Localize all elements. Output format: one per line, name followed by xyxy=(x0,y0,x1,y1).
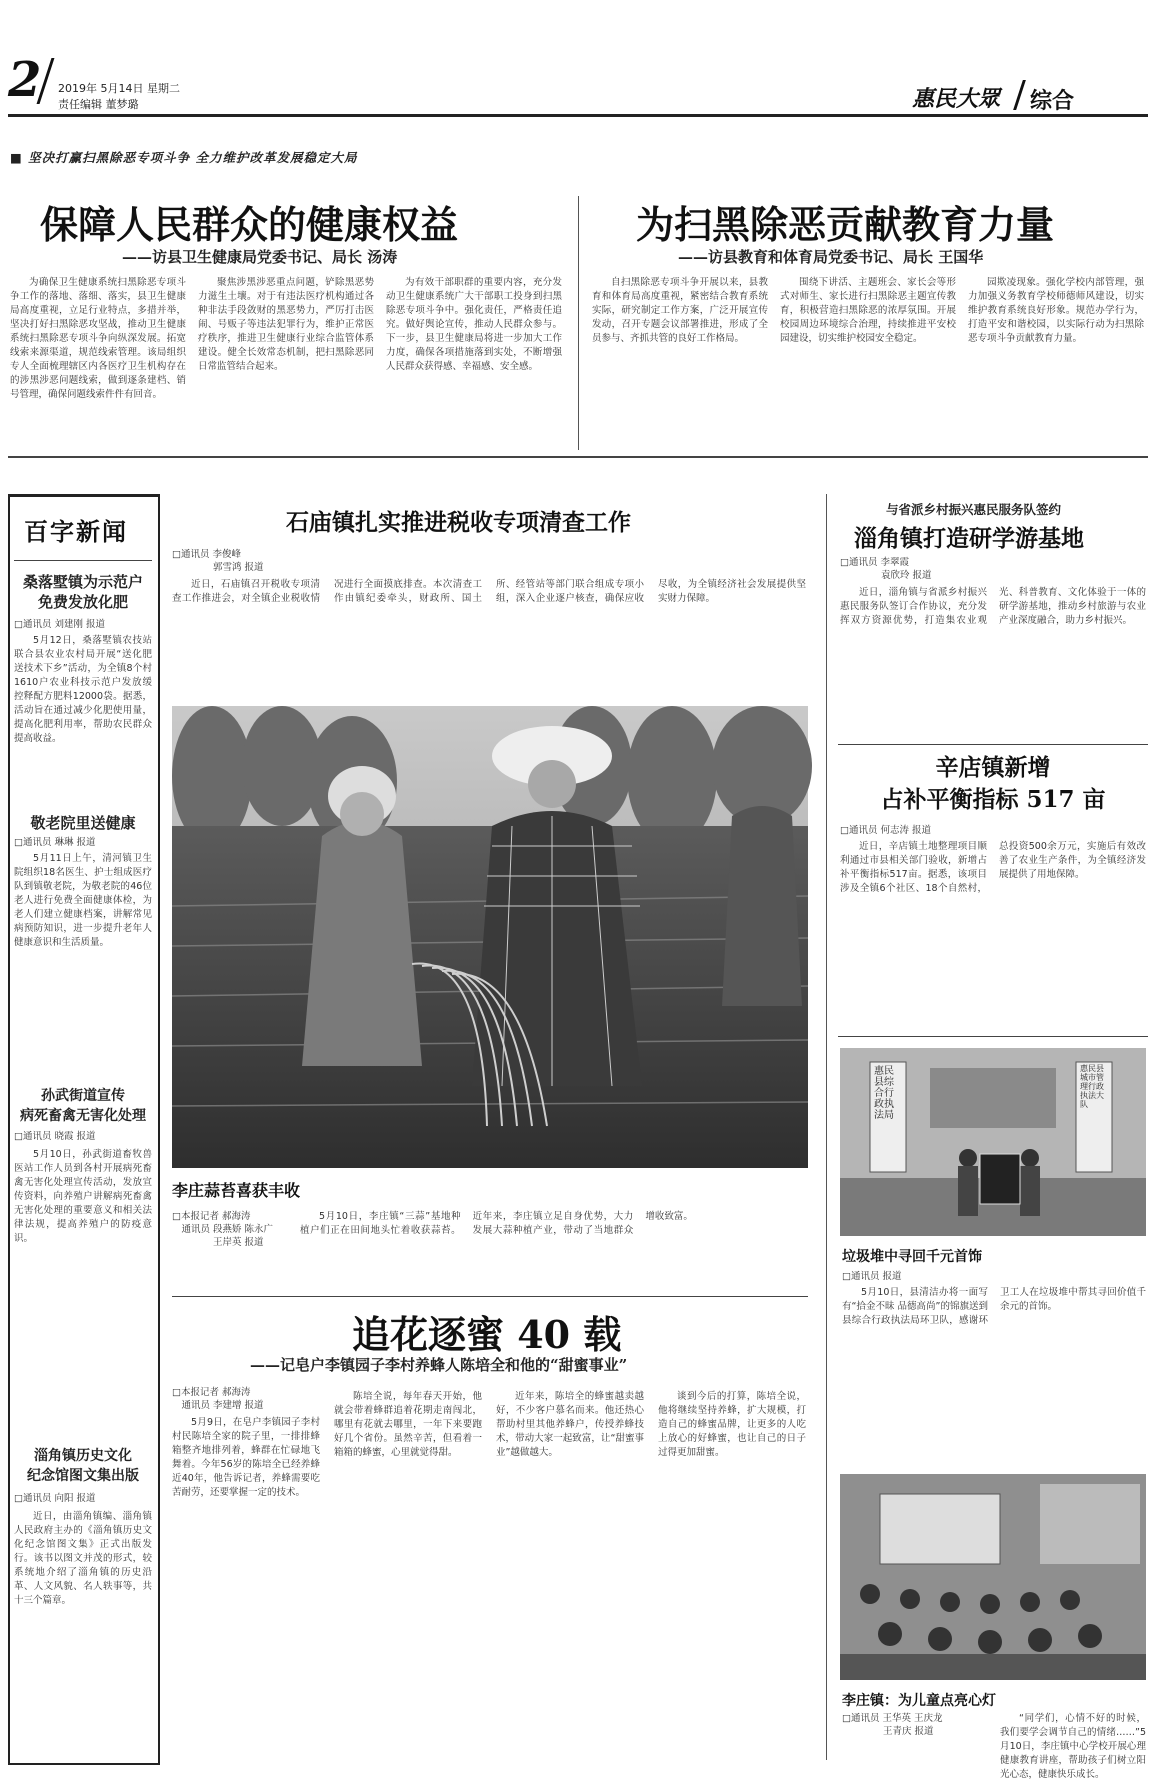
column-divider xyxy=(578,196,579,450)
award-banner-photo xyxy=(840,1048,1146,1236)
photo-caption-text: 5月10日，李庄镇“三蒜”基地种植户们正在田间地头忙着收获蒜苔。近年来，李庄镇立足自身优势，大力发展大蒜种植产业，带动了当地群众增收致富。 xyxy=(300,1211,693,1236)
garlic-harvest-photo xyxy=(172,706,808,1168)
photo-side2-byline: □通讯员 王华英 王庆龙 王青庆 报道 xyxy=(842,1713,943,1737)
sidebar-item-byline: □通讯员 晓霞 报道 xyxy=(14,1131,96,1142)
article6-title: 追花逐蜜 40 载 xyxy=(352,1312,622,1357)
sidebar-brand: 百字新闻 xyxy=(24,517,128,546)
section-rule xyxy=(838,744,1148,745)
sidebar-item-byline: □通讯员 琳琳 报道 xyxy=(14,837,96,848)
article3-title: 石庙镇扎实推进税收专项清查工作 xyxy=(286,509,631,536)
article4-byline: □通讯员 李翠霞 袁欣玲 报道 xyxy=(840,557,932,581)
article1-col2: 聚焦涉黑涉恶重点问题，铲除黑恶势力滋生土壤。对于有违法医疗机构通过各种非法手段敛财的黑恶势力，严厉打击医闹、号贩子等违法犯罪行为，维护正常医疗秩序，推进卫生健康行业综合监管体系建设。健全长效常态机制，把扫黑除恶同日常监管结合起来。 xyxy=(198,277,374,372)
article5-byline: □通讯员 何志涛 报道 xyxy=(840,825,932,836)
photo-side1-text: 5月10日，县清洁办将一面写有“拾金不昧 品德高尚”的锦旗送到县综合行政执法局环卫队，感谢环卫工人在垃圾堆中帮其寻回价值千余元的首饰。 xyxy=(842,1287,1146,1326)
article2-col3: 园欺凌现象。强化学校内部管理，强力加强义务教育学校师德师风建设，切实维护教育系统良好形象。规范办学行为，打造平安和谐校园，以实际行动为扫黑除恶专项斗争贡献教育力量。 xyxy=(968,277,1144,344)
article2-title: 为扫黑除恶贡献教育力量 xyxy=(636,202,1055,247)
classroom-photo xyxy=(840,1474,1146,1680)
section-rule xyxy=(172,1296,808,1297)
article6-col2: 陈培全说，每年春天开始，他就会带着蜂群追着花期走南闯北，哪里有花就去哪里，一年下来要跑好几个省份。虽然辛苦，但看着一箱箱的蜂蜜，心里就觉得甜。 xyxy=(334,1391,482,1458)
article5-title: 辛店镇新增 占补平衡指标 517 亩 xyxy=(880,754,1106,813)
section-rule xyxy=(8,456,1148,458)
editor-line: 责任编辑 董梦璐 xyxy=(58,98,139,111)
garlic-harvest-illustration xyxy=(172,706,808,1168)
classroom-illustration xyxy=(840,1474,1146,1680)
sidebar-item-title: 敬老院里送健康 xyxy=(30,814,136,832)
article1-col3: 为有效干部职群的重要内容，充分发动卫生健康系统广大干部职工投身到扫黑除恶专项斗争中。强化责任，严格责任追究。做好舆论宣传，推动人民群众参与。下一步，县卫生健康局将进一步加大工作力度，确保各项措施落到实处，不断增强人民群众获得感、幸福感、安全感。 xyxy=(386,277,562,372)
photo-side1-title: 垃圾堆中寻回千元首饰 xyxy=(842,1249,982,1265)
article4-kicker: 与省派乡村振兴惠民服务队签约 xyxy=(886,502,1062,517)
article5-body: 近日，辛店镇土地整理项目顺利通过市县相关部门验收，新增占补平衡指标517亩。据悉，该项目涉及全镇6个社区、18个自然村，总投资500余万元，实施后有效改善了农业生产条件，为全镇经济发展提供了用地保障。 xyxy=(840,841,1146,894)
article1-title: 保障人民群众的健康权益 xyxy=(40,202,459,247)
masthead: 惠民大眾 xyxy=(912,86,1001,112)
photo-side1-byline: □通讯员 报道 xyxy=(842,1271,902,1282)
photo-side2-text: “同学们，心情不好的时候，我们要学会调节自己的情绪……”5月10日，李庄镇中心学校开展心理健康教育讲座，帮助孩子们树立阳光心态，健康快乐成长。 xyxy=(1000,1713,1146,1780)
date-line: 2019年 5月14日 星期二 xyxy=(58,82,180,95)
sidebar-item-body: 5月12日，桑落墅镇农技站联合县农业农村局开展“送化肥 送技术下乡”活动，为全镇8个村1610户农业科技示范户发放缓控释配方肥料12000袋。据悉，活动旨在通过减少化肥使用量，提高化肥利用率，帮助农民群众提高收益。 xyxy=(14,635,152,744)
article2-subtitle: ——访县教育和体育局党委书记、局长 王国华 xyxy=(678,248,984,266)
sidebar-item-title: 孙武街道宣传 病死畜禽无害化处理 xyxy=(20,1088,146,1124)
sidebar-item-body: 近日，由淄角镇编、淄角镇人民政府主办的《淄角镇历史文化纪念馆图文集》正式出版发行。该书以图文并茂的形式，较系统地介绍了淄角镇的历史沿革、人文风貌、名人轶事等，共十三个篇章。 xyxy=(14,1511,152,1606)
sidebar-item-title: 桑落墅镇为示范户 免费发放化肥 xyxy=(22,573,143,611)
article6-col3: 近年来，陈培全的蜂蜜越卖越好，不少客户慕名而来。他还热心帮助村里其他养蜂户，传授养蜂技术，带动大家一起致富，让“甜蜜事业”越做越大。 xyxy=(496,1391,644,1458)
article1-col1: 为确保卫生健康系统扫黑除恶专项斗争工作的落地、落细、落实，县卫生健康局高度重视，立足行业特点，多措并举，坚决打好扫黑除恶攻坚战，推动卫生健康系统扫黑除恶专项斗争向纵深发展。拓宽线索来源渠道，规范线索管理。该局组织专人全面梳理辖区内各医疗卫生机构存在的涉黑涉恶问题线索，做到逐条建档、销号管理，确保问题线索件件有回音。 xyxy=(10,277,186,400)
sidebar-item-body: 5月10日，孙武街道畜牧兽医站工作人员到各村开展病死畜禽无害化处理宣传活动，发放宣传资料，向养殖户讲解病死畜禽无害化处理的重要意义和相关法律法规，提高养殖户的防疫意识。 xyxy=(14,1149,152,1244)
article1-subtitle: ——访县卫生健康局党委书记、局长 汤涛 xyxy=(122,248,398,266)
sidebar-item-body: 5月11日上午，清河镇卫生院组织18名医生、护士组成医疗队到镇敬老院，为敬老院的46位老人进行免费全面健康体检，为老人们建立健康档案，讲解常见病预防知识，进一步提升老年人健康意识和生活质量。 xyxy=(14,853,152,948)
article2-col1: 自扫黑除恶专项斗争开展以来，县教育和体育局高度重视，紧密结合教育系统实际，研究制定工作方案，广泛开展宣传发动，召开专题会议部署推进，形成了全员参与、齐抓共管的良好工作格局。 xyxy=(592,277,768,344)
article4-title: 淄角镇打造研学游基地 xyxy=(854,525,1084,552)
sidebar-item-byline: □通讯员 向阳 报道 xyxy=(14,1493,96,1504)
article4-body: 近日，淄角镇与省派乡村振兴惠民服务队签订合作协议，充分发挥双方资源优势，打造集农业观光、科普教育、文化体验于一体的研学游基地，推动乡村旅游与农业产业深度融合，助力乡村振兴。 xyxy=(840,587,1146,626)
campaign-banner: ■ 坚决打赢扫黑除恶专项斗争 全力维护改革发展稳定大局 xyxy=(10,150,358,165)
article6-col4: 谈到今后的打算，陈培全说，他将继续坚持养蜂，扩大规模，打造自己的蜂蜜品牌，让更多的人吃上放心的好蜂蜜，也让自己的日子过得更加甜蜜。 xyxy=(658,1391,806,1458)
header-rule xyxy=(8,114,1148,117)
article6-byline: □本报记者 郝海涛 通讯员 李建增 报道 xyxy=(172,1387,264,1411)
sidebar-brand-rule xyxy=(14,560,152,561)
photo-caption-title: 李庄蒜苔喜获丰收 xyxy=(172,1181,301,1200)
article6-subtitle: ——记皂户李镇园子李村养蜂人陈培全和他的“甜蜜事业” xyxy=(250,1356,628,1374)
article6-col1: 5月9日，在皂户李镇园子李村村民陈培全家的院子里，一排排蜂箱整齐地排列着，蜂群在忙碌地飞舞着。今年56岁的陈培全已经养蜂近40年，他告诉记者，养蜂需要吃苦耐劳，还要掌握一定的技术。 xyxy=(172,1417,320,1498)
section-name: 综合 xyxy=(1030,88,1075,114)
page-number: 2 xyxy=(8,52,42,108)
sidebar-item-title: 淄角镇历史文化 纪念馆图文集出版 xyxy=(27,1448,139,1484)
section-rule xyxy=(838,1036,1148,1037)
sign-right: 惠民县城市管理行政执法大队 xyxy=(1080,1064,1104,1109)
photo-byline: □本报记者 郝海涛 通讯员 段燕娇 陈永广 王岸英 报道 xyxy=(172,1211,274,1248)
article3-body: 近日，石庙镇召开税收专项清查工作推进会，对全镇企业税收情况进行全面摸底排查。本次清查工作由镇纪委牵头，财政所、国土所、经管站等部门联合组成专项小组，深入企业逐户核查，确保应收尽收，为全镇经济社会发展提供坚实财力保障。 xyxy=(172,579,806,604)
article3-byline: □通讯员 李俊峰 郭雪鸿 报道 xyxy=(172,549,264,573)
photo-side2-title: 李庄镇：为儿童点亮心灯 xyxy=(842,1693,996,1709)
column-divider xyxy=(826,494,827,1760)
sign-left: 惠民县综合行政执法局 xyxy=(874,1066,894,1121)
sidebar-item-byline: □通讯员 刘建刚 报道 xyxy=(14,619,106,630)
masthead-slash xyxy=(1013,80,1026,110)
article2-col2: 围绕下讲活、主题班会、家长会等形式对师生、家长进行扫黑除恶主题宣传教育，积极营造扫黑除恶的浓厚氛围。开展校园周边环境综合治理，持续推进平安校园建设，切实维护校园安全稳定。 xyxy=(780,277,956,344)
